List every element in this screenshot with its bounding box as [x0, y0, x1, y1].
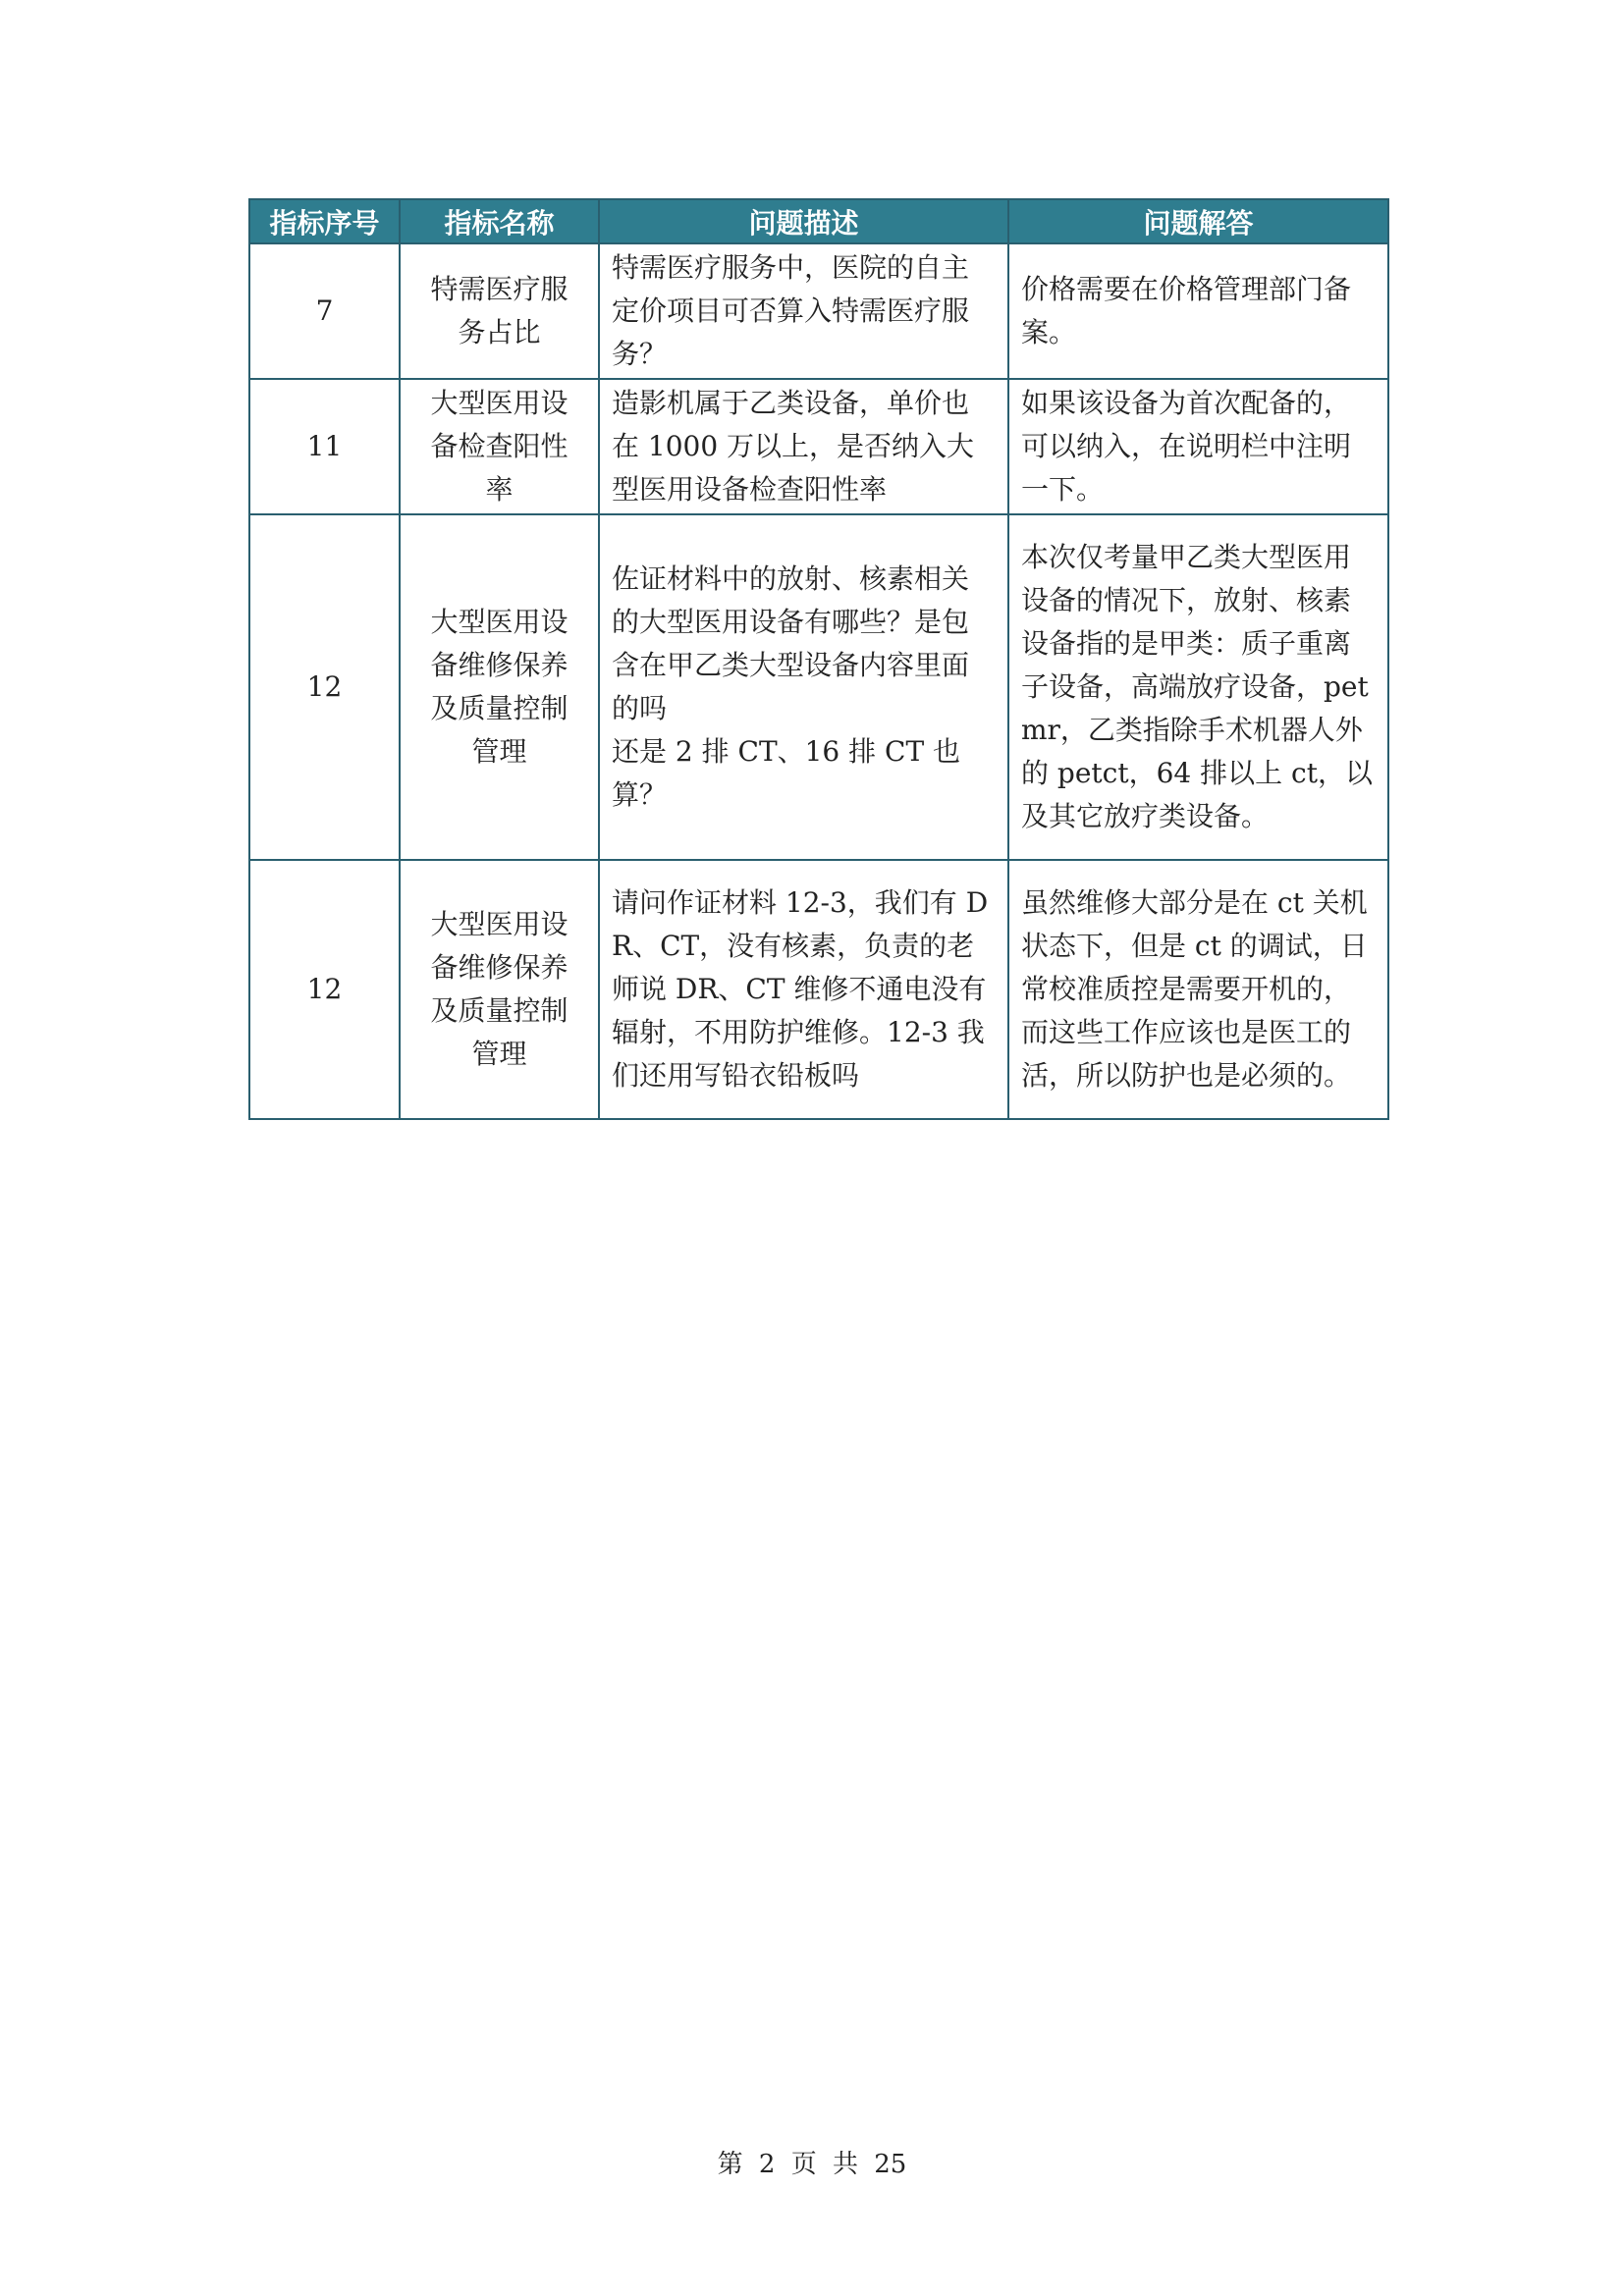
cell-name: 大型医用设备检查阳性率 — [400, 379, 599, 514]
cell-question: 佐证材料中的放射、核素相关的大型医用设备有哪些？是包含在甲乙类大型设备内容里面的吗 还是 2 排 CT、16 排 CT 也算？ — [599, 514, 1008, 860]
qa-table — [248, 198, 1389, 1120]
table-row — [249, 514, 1388, 860]
header-index: 指标序号 — [249, 199, 400, 243]
cell-question: 请问作证材料 12-3，我们有 DR、CT，没有核素，负责的老师说 DR、CT 维修不通电没有辐射，不用防护维修。12-3 我们还用写铅衣铅板吗 — [599, 860, 1008, 1119]
page-number: 第 2 页 共 25 — [717, 2150, 907, 2179]
cell-question: 造影机属于乙类设备，单价也在 1000 万以上，是否纳入大型医用设备检查阳性率 — [599, 379, 1008, 514]
cell-answer: 虽然维修大部分是在 ct 关机状态下，但是 ct 的调试，日常校准质控是需要开机的，而这些工作应该也是医工的活，所以防护也是必须的。 — [1008, 860, 1388, 1119]
cell-index: 11 — [249, 379, 400, 514]
cell-index: 12 — [249, 860, 400, 1119]
cell-name: 大型医用设备维修保养及质量控制管理 — [400, 514, 599, 860]
cell-answer: 如果该设备为首次配备的，可以纳入，在说明栏中注明一下。 — [1008, 379, 1388, 514]
cell-answer: 本次仅考量甲乙类大型医用设备的情况下，放射、核素设备指的是甲类：质子重离子设备，高端放疗设备，petmr，乙类指除手术机器人外的 petct，64 排以上 ct，以及其它放疗类设备。 — [1008, 514, 1388, 860]
table-header-row — [249, 199, 1388, 243]
cell-name: 大型医用设备维修保养及质量控制管理 — [400, 860, 599, 1119]
table-row — [249, 379, 1388, 514]
cell-answer: 价格需要在价格管理部门备案。 — [1008, 243, 1388, 379]
cell-index: 7 — [249, 243, 400, 379]
header-name: 指标名称 — [400, 199, 599, 243]
header-question: 问题描述 — [599, 199, 1008, 243]
table-row — [249, 860, 1388, 1119]
cell-question: 特需医疗服务中，医院的自主定价项目可否算入特需医疗服务？ — [599, 243, 1008, 379]
table-row — [249, 243, 1388, 379]
cell-name: 特需医疗服务占比 — [400, 243, 599, 379]
header-answer: 问题解答 — [1008, 199, 1388, 243]
cell-index: 12 — [249, 514, 400, 860]
